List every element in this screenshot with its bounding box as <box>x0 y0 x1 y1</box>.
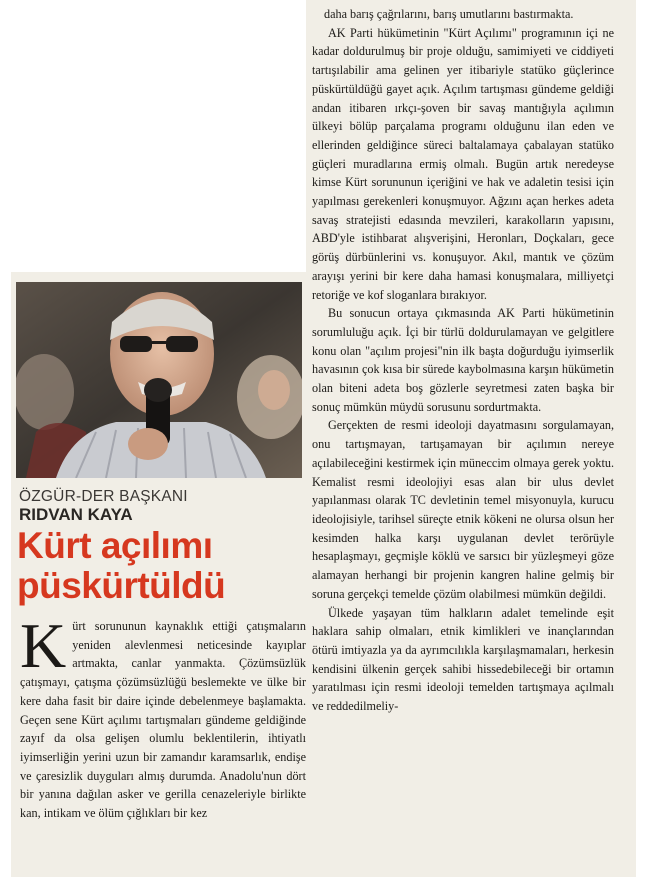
right-paragraph: Gerçekten de resmi ideoloji dayatmasını sorgulamayan, onu tartışmayan, tartışamayan bir açılımın nereye açılabileceğini kestirmek için müneccim olmaya gerek yoktu. Kemalist resmi ideolojiyi esas alan bir ulus devlet yapılanması olarak TC devletinin temel misyonuyla, kurucu ideolojisiyle, tarihsel süreçte etnik kökeni ne olursa olsun her kesimden halka karşı uygulanan devlet terörüyle hesaplaşmayı, geçmişle köklü ve sarsıcı bir yüzleşmeyi göze alamayan herhangi bir projenin kangren haline gelmiş bir soruna gerçekçi temelde çözüm olabilmesi mümkün değildi. <box>312 418 614 601</box>
drop-cap: K <box>20 610 67 681</box>
lead-paragraph <box>20 610 306 823</box>
headline-line: Kürt açılımı <box>17 525 213 566</box>
headline-line: püskürtüldü <box>17 565 226 606</box>
article-kicker: ÖZGÜR-DER BAŞKANI <box>19 488 188 505</box>
right-paragraph: AK Parti hükümetinin "Kürt Açılımı" programının içi ne kadar doldurulmuş bir proje olduğu, samimiyeti ve ciddiyeti tartışılabilir ama gelinen yer itibariyle statüko güçlerince püskürtüldüğü gayet açık. Açılım tartışması gündeme geldiği andan itibaren ırkçı-şoven bir savaş mantığıyla açılımın ülkeyi bölüp parçalama programı olduğunu ilan eden ve ellerinden geldiğince süreci baltalamaya çabalayan statüko güçleri muradlarına ermiş olmalı. Bugün artık neredeyse kimse Kürt sorununun içeriğini ve hak ve adaletin tesisi için yapılması gerekenleri konuşmuyor. Ağzını açan herkes adeta savaş stratejisti edasında mevzileri, karakolların yapısını, ABD'yle istihbarat alışverişini, Heronları, Doçkaları, gece görüş dürbünlerini vs. konuşuyor. Akıl, mantık ve çözüm arayışı yerini bir kere daha hamasi konuşmalara, milliyetçi retoriğe ve kof sloganlara bırakıyor. <box>312 25 614 302</box>
lead-paragraph-text: ürt sorununun kaynaklık ettiği çatışmaların yeniden alevlenmesi neticesinde kayıplar artmakta, canlar yanmakta. Çözümsüzlük çatışmayı, çatışma çözümsüzlüğü beslemekte ve ülke bir kere daha fasit bir daire içinde debelenmeye başlamakta. Geçen sene Kürt açılımı tartışmaları gündeme geldiğinde zayıf da olsa gelişen olumlu beklentilerin, ihtiyatlı iyimserliğin yerini uzun bir zamandır karamsarlık, endişe ve çaresizlik duyguları almış durumda. Anadolu'nun dört bir yanına dağılan asker ve gerilla cenazeleriyle birlikte kan, intikam ve ölüm çığlıkları bir kez <box>20 619 306 821</box>
left-text-column <box>20 610 306 823</box>
right-paragraph: Bu sonucun ortaya çıkmasında AK Parti hükümetinin sorumluluğu açık. İçi bir türlü doldurulamayan ve gelgitlere konu olan "açılım projesi"nin ilk başta doğurduğu iyimserlik havasının çok kısa bir sürede kaybolmasına karşın hükümetin olan biteni adeta boş gözlerle seyretmesi zaten başka bir sonuç mümkün müydü sorusunu sordurtmakta. <box>312 306 614 414</box>
right-paragraph: Ülkede yaşayan tüm halkların adalet temelinde eşit haklara sahip olmaları, etnik kimlikleri ve inançlarından ötürü imtiyazla ya da ayrımcılıkla karşılaşmamaları, herkesin kendisini ülkenin gerçek sahibi hissedebileceği bir ortamın yaratılması için resmi ideoloji temelden tartışmaya açılmalı ve reddedilmeliy- <box>312 605 614 714</box>
article-headline <box>17 526 307 606</box>
right-paragraph: daha barış çağrılarını, barış umutlarını bastırmakta. <box>324 7 574 21</box>
speaker-with-microphone-photo <box>16 282 302 478</box>
author-name: RIDVAN KAYA <box>19 505 133 524</box>
speaker-photo <box>16 282 302 478</box>
right-text-column <box>312 5 614 716</box>
